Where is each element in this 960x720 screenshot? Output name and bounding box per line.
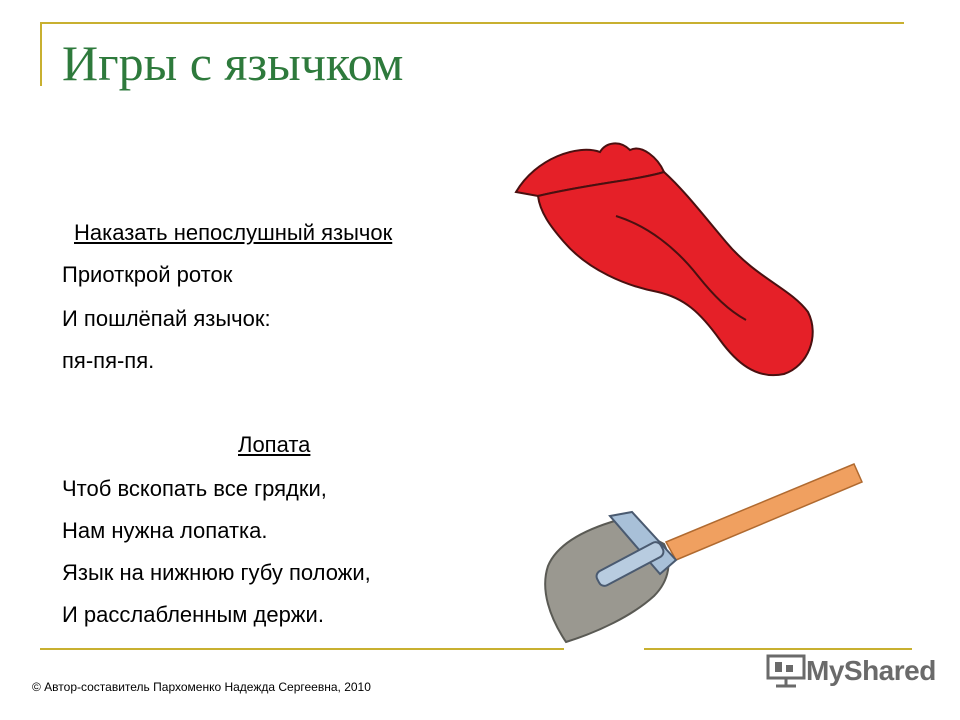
bottom-rule-right: [644, 648, 912, 650]
poem1-line: Приоткрой роток: [62, 262, 233, 287]
poem2-line: Язык на нижнюю губу положи,: [62, 560, 371, 585]
top-rule: [40, 22, 904, 24]
bottom-rule-left: [40, 648, 564, 650]
copyright-note: © Автор-составитель Пархоменко Надежда Сергеевна, 2010: [32, 680, 371, 694]
poem2-line: И расслабленным держи.: [62, 602, 324, 627]
presentation-board-icon: [766, 654, 806, 688]
poem1-line: И пошлёпай язычок:: [62, 306, 271, 331]
shovel-illustration: [536, 456, 876, 646]
poem1-line: пя-пя-пя.: [62, 348, 155, 373]
left-rule: [40, 22, 42, 86]
poem1-heading: Наказать непослушный язычок: [74, 220, 393, 245]
slide-title: Игры с язычком: [62, 35, 404, 91]
poem2-heading: Лопата: [238, 432, 311, 457]
logo-text: MyShared: [806, 655, 936, 686]
poem2-line: Нам нужна лопатка.: [62, 518, 268, 543]
myshared-logo[interactable]: [766, 654, 936, 688]
tongue-illustration: [508, 130, 818, 380]
poem2-line: Чтоб вскопать все грядки,: [62, 476, 327, 501]
